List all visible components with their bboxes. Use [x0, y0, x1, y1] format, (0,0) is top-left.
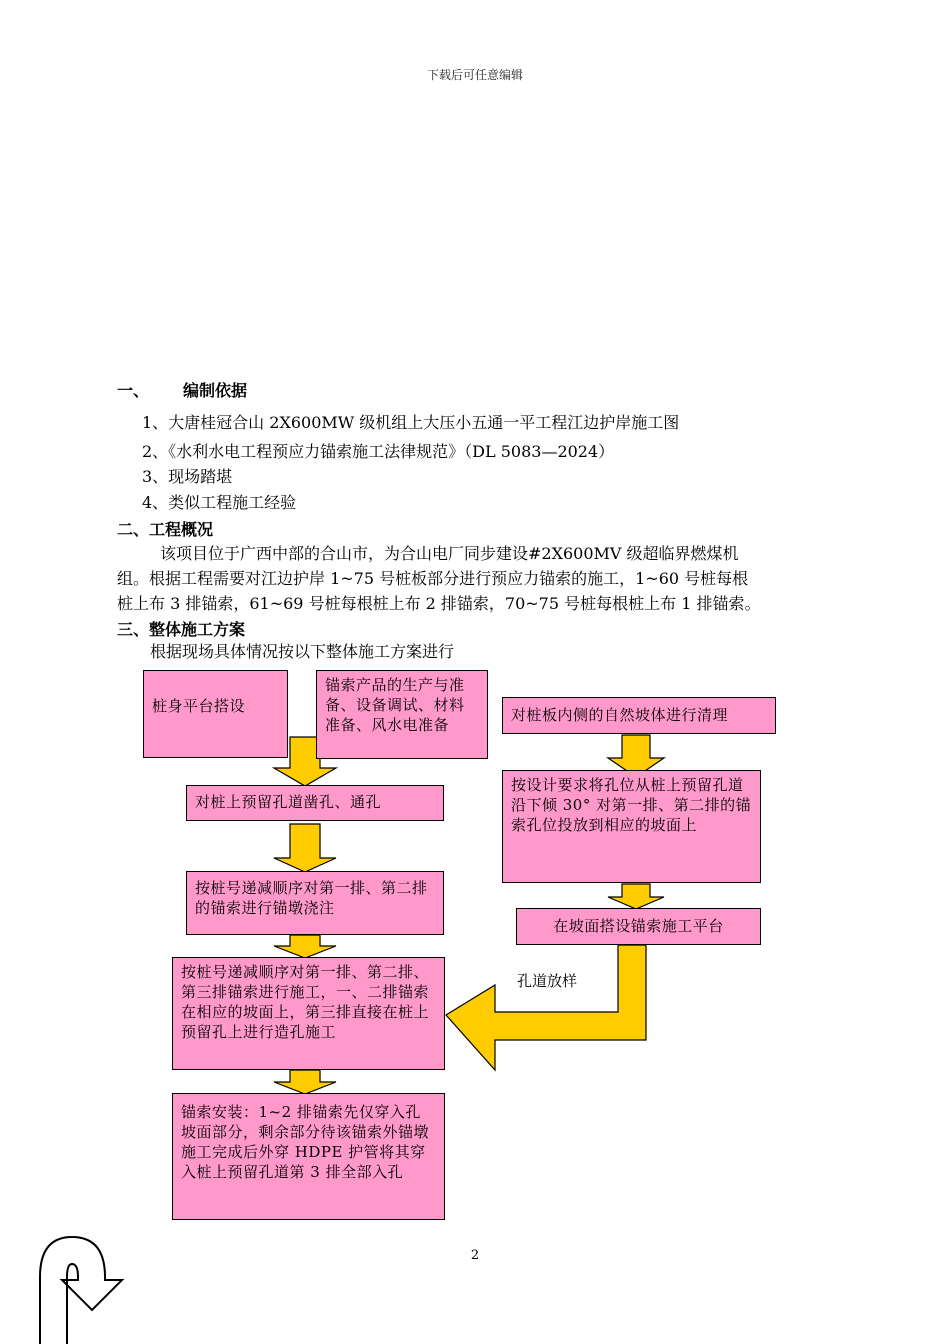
overview-line-2: 组。根据工程需要对江边护岸 1~75 号桩板部分进行预应力锚索的施工，1~60 号桩每根	[117, 569, 749, 588]
arrow-down-3	[274, 935, 336, 958]
plan-intro: 根据现场具体情况按以下整体施工方案进行	[150, 642, 455, 661]
flow-box-drill-hole: 对桩上预留孔道凿孔、通孔	[186, 785, 444, 821]
page-number: 2	[470, 1248, 480, 1263]
overview-line-1: 该项目位于广西中部的合山市，为合山电厂同步建设#2X600MV 级超临界燃煤机	[160, 544, 739, 563]
u-turn-arrow-icon	[10, 1232, 126, 1344]
flow-box-pile-platform: 桩身平台搭设	[143, 670, 288, 758]
basis-item-4: 4、类似工程施工经验	[142, 493, 297, 512]
arrow-down-6	[608, 884, 664, 909]
section-3-title: 三、整体施工方案	[117, 620, 246, 639]
basis-item-2: 2、《水利水电工程预应力锚索施工法律规范》（DL 5083—2024）	[142, 442, 615, 461]
section-2-title: 二、工程概况	[117, 520, 214, 539]
arrow-down-2	[274, 824, 336, 872]
arrow-label-hole-layout: 孔道放样	[517, 972, 578, 990]
arrow-down-4	[274, 1070, 336, 1094]
flow-box-hole-positioning: 按设计要求将孔位从桩上预留孔道沿下倾 30° 对第一排、第二排的锚索孔位投放到相应的坡面上	[502, 770, 761, 883]
basis-item-1: 1、大唐桂冠合山 2X600MW 级机组上大压小五通一平工程江边护岸施工图	[142, 413, 680, 432]
flow-box-slope-clearing: 对桩板内侧的自然坡体进行清理	[502, 697, 776, 734]
flow-box-slope-platform: 在坡面搭设锚索施工平台	[516, 908, 761, 945]
section-1-number: 一、	[117, 381, 150, 400]
flow-box-anchor-preparation: 锚索产品的生产与准备、设备调试、材料准备、风水电准备	[316, 670, 488, 759]
basis-item-3: 3、现场踏堪	[142, 467, 233, 486]
flow-box-anchor-pier-pouring: 按桩号递减顺序对第一排、第二排的锚索进行锚墩浇注	[186, 871, 444, 935]
flow-box-anchor-construction: 按桩号递减顺序对第一排、第二排、第三排锚索进行施工，一、二排锚索在相应的坡面上，第三排直接在桩上预留孔上进行造孔施工	[172, 957, 445, 1070]
flow-box-anchor-installation: 锚索安装：1~2 排锚索先仅穿入孔坡面部分，剩余部分待该锚索外锚墩施工完成后外穿 HDPE 护管将其穿入桩上预留孔道第 3 排全部入孔	[172, 1093, 445, 1220]
overview-line-3: 桩上布 3 排锚索，61~69 号桩每根桩上布 2 排锚索，70~75 号桩每根桩上布 1 排锚索。	[117, 594, 761, 613]
arrow-left-bend	[446, 945, 646, 1070]
header-note: 下载后可任意编辑	[426, 68, 523, 82]
section-1-title: 编制依据	[183, 381, 248, 400]
